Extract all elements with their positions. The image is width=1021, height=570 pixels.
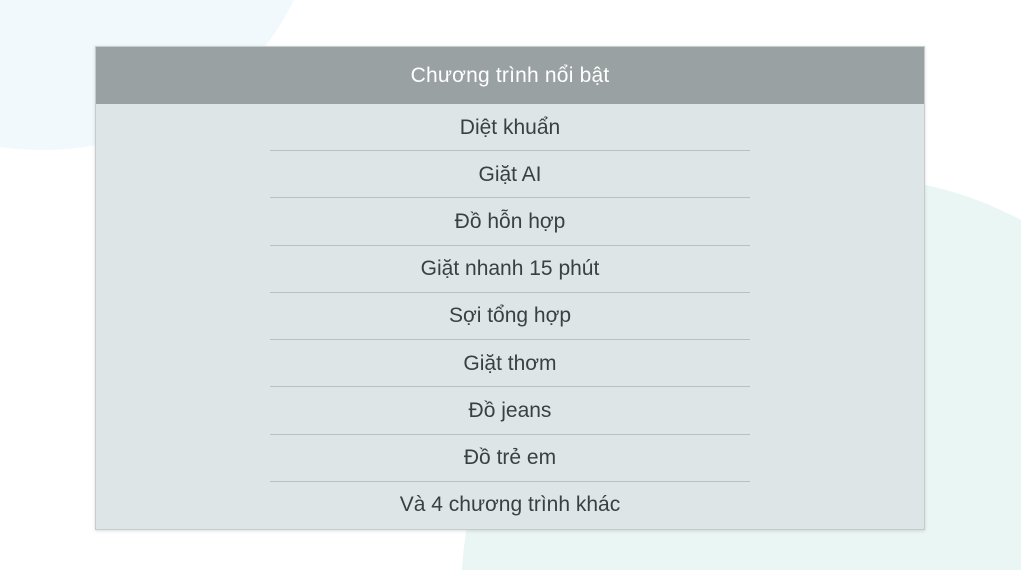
- table-row: [96, 435, 924, 482]
- table-header-title: Chương trình nổi bật: [96, 47, 924, 104]
- row-label: Giặt nhanh 15 phút: [420, 257, 600, 281]
- row-label: Đồ jeans: [468, 398, 552, 422]
- table-row: [96, 293, 924, 340]
- table-row: [96, 104, 924, 151]
- table-row: [96, 246, 924, 293]
- row-label: Và 4 chương trình khác: [399, 493, 621, 517]
- table-body: [96, 104, 924, 529]
- table-row: [96, 151, 924, 198]
- row-label: Đồ trẻ em: [463, 446, 557, 470]
- table-row: [96, 340, 924, 387]
- table-row: [96, 198, 924, 245]
- table-row: [96, 482, 924, 529]
- table-row: [96, 387, 924, 434]
- row-label: Giặt AI: [478, 162, 542, 186]
- row-label: Đồ hỗn hợp: [454, 210, 566, 234]
- row-label: Sợi tổng hợp: [448, 304, 572, 328]
- row-label: Giặt thơm: [463, 351, 557, 375]
- featured-programs-table: [95, 46, 925, 530]
- row-label: Diệt khuẩn: [459, 115, 561, 139]
